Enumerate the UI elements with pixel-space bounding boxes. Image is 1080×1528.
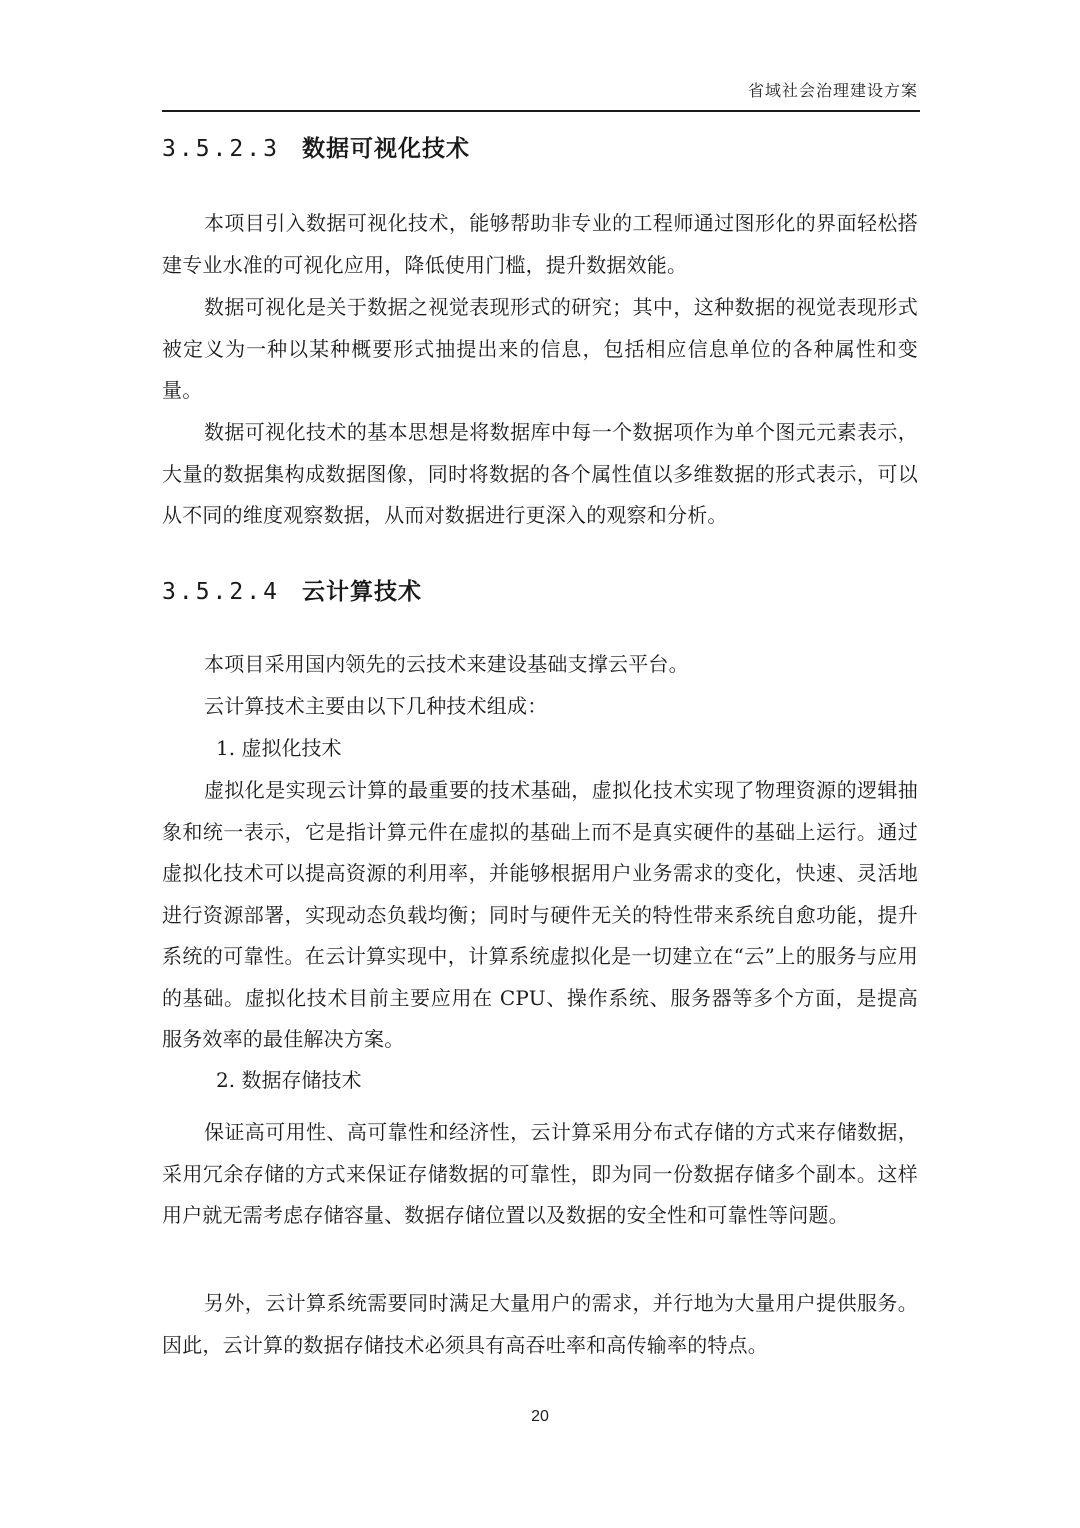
section-heading — [162, 573, 422, 606]
paragraph: 数据可视化技术的基本思想是将数据库中每一个数据项作为单个图元元素表示，大量的数据集构成数据图像，同时将数据的各个属性值以多维数据的形式表示，可以从不同的维度观察数据，从而对数据进行更深入的观察和分析。 — [162, 420, 918, 527]
paragraph: 虚拟化是实现云计算的最重要的技术基础，虚拟化技术实现了物理资源的逻辑抽象和统一表示，它是指计算元件在虚拟的基础上而不是真实硬件的基础上运行。通过虚拟化技术可以提高资源的利用率，并能够根据用户业务需求的变化，快速、灵活地进行资源部署，实现动态负载均衡；同时与硬件无关的特性带来系统自愈功能，提升系统的可靠性。在云计算实现中，计算系统虚拟化是一切建立在“云”上的服务与应用的基础。虚拟化技术目前主要应用在 CPU、操作系统、服务器等多个方面，是提高服务效率的最佳解决方案。 — [162, 778, 918, 1051]
section-heading — [162, 130, 470, 163]
paragraph: 另外，云计算系统需要同时满足大量用户的需求，并行地为大量用户提供服务。因此，云计算的数据存储技术必须具有高吞吐率和高传输率的特点。 — [162, 1291, 918, 1357]
paragraph: 本项目引入数据可视化技术，能够帮助非专业的工程师通过图形化的界面轻松搭建专业水准的可视化应用，降低使用门槛，提升数据效能。 — [162, 211, 918, 277]
page-number: 20 — [531, 1408, 549, 1425]
header-rule — [162, 110, 920, 112]
paragraph: 保证高可用性、高可靠性和经济性，云计算采用分布式存储的方式来存储数据，采用冗余存储的方式来保证存储数据的可靠性，即为同一份数据存储多个副本。这样用户就无需考虑存储容量、数据存储位置以及数据的安全性和可靠性等问题。 — [162, 1120, 918, 1227]
running-header: 省域社会治理建设方案 — [747, 81, 918, 100]
section-number: 3.5.2.3 — [162, 136, 280, 162]
section-title-text: 云计算技术 — [301, 579, 422, 605]
section-title-text: 数据可视化技术 — [301, 136, 470, 162]
paragraph: 本项目采用国内领先的云技术来建设基础支撑云平台。 — [204, 652, 689, 676]
list-item-heading: 1. 虚拟化技术 — [216, 736, 342, 760]
list-item-heading: 2. 数据存储技术 — [216, 1068, 362, 1092]
section-number: 3.5.2.4 — [162, 579, 280, 605]
paragraph: 云计算技术主要由以下几种技术组成： — [204, 694, 548, 718]
paragraph: 数据可视化是关于数据之视觉表现形式的研究；其中，这种数据的视觉表现形式被定义为一种以某种概要形式抽提出来的信息，包括相应信息单位的各种属性和变量。 — [162, 295, 918, 402]
